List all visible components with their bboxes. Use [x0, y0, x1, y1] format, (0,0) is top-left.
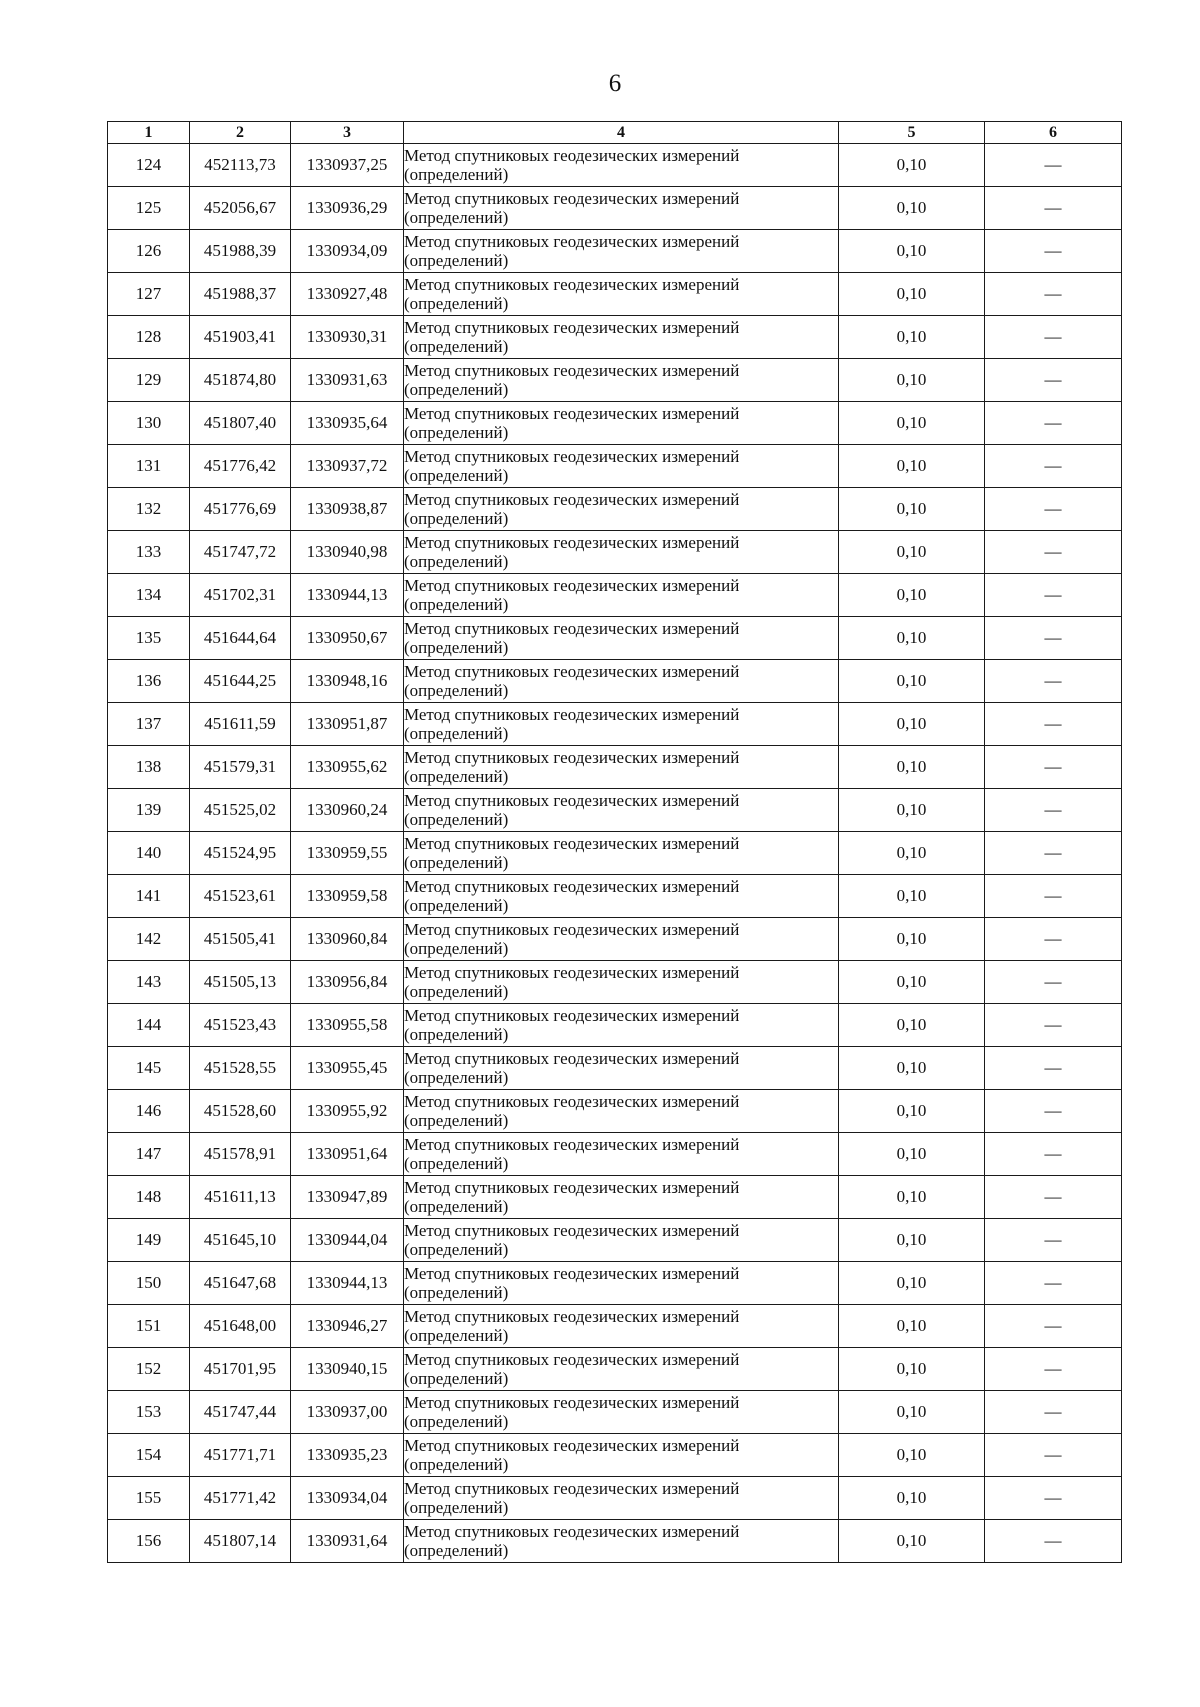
table-row: [108, 1477, 1122, 1520]
accuracy-cell: 0,10: [839, 316, 985, 359]
method-cell: Метод спутниковых геодезических измерений (определений): [404, 746, 839, 789]
method-cell: Метод спутниковых геодезических измерений (определений): [404, 1348, 839, 1391]
note-cell: —: [985, 187, 1122, 230]
point-number-cell: 141: [108, 875, 190, 918]
coordinate-x-cell: 451528,55: [190, 1047, 291, 1090]
note-cell: —: [985, 359, 1122, 402]
coordinate-x-cell: 451702,31: [190, 574, 291, 617]
point-number-cell: 139: [108, 789, 190, 832]
point-number-cell: 134: [108, 574, 190, 617]
header-col-3: 3: [291, 122, 404, 144]
method-cell: Метод спутниковых геодезических измерений (определений): [404, 1219, 839, 1262]
coordinate-x-cell: 451644,64: [190, 617, 291, 660]
method-cell: Метод спутниковых геодезических измерений (определений): [404, 660, 839, 703]
coordinate-x-cell: 452056,67: [190, 187, 291, 230]
coordinate-y-cell: 1330955,58: [291, 1004, 404, 1047]
coordinate-x-cell: 451505,41: [190, 918, 291, 961]
accuracy-cell: 0,10: [839, 273, 985, 316]
point-number-cell: 128: [108, 316, 190, 359]
point-number-cell: 154: [108, 1434, 190, 1477]
header-col-4: 4: [404, 122, 839, 144]
coordinate-y-cell: 1330931,64: [291, 1520, 404, 1563]
note-cell: —: [985, 1047, 1122, 1090]
note-cell: —: [985, 746, 1122, 789]
point-number-cell: 152: [108, 1348, 190, 1391]
accuracy-cell: 0,10: [839, 789, 985, 832]
coordinate-y-cell: 1330955,62: [291, 746, 404, 789]
note-cell: —: [985, 1477, 1122, 1520]
note-cell: —: [985, 789, 1122, 832]
note-cell: —: [985, 1133, 1122, 1176]
accuracy-cell: 0,10: [839, 1305, 985, 1348]
point-number-cell: 125: [108, 187, 190, 230]
method-cell: Метод спутниковых геодезических измерений (определений): [404, 617, 839, 660]
note-cell: —: [985, 316, 1122, 359]
coordinate-x-cell: 451771,42: [190, 1477, 291, 1520]
accuracy-cell: 0,10: [839, 1434, 985, 1477]
method-cell: Метод спутниковых геодезических измерений (определений): [404, 1305, 839, 1348]
coordinate-y-cell: 1330956,84: [291, 961, 404, 1004]
coordinate-x-cell: 451648,00: [190, 1305, 291, 1348]
coordinate-x-cell: 451807,40: [190, 402, 291, 445]
point-number-cell: 124: [108, 144, 190, 187]
coordinate-y-cell: 1330948,16: [291, 660, 404, 703]
coordinate-x-cell: 451874,80: [190, 359, 291, 402]
coordinate-y-cell: 1330950,67: [291, 617, 404, 660]
accuracy-cell: 0,10: [839, 1477, 985, 1520]
note-cell: —: [985, 617, 1122, 660]
point-number-cell: 146: [108, 1090, 190, 1133]
table-row: [108, 488, 1122, 531]
method-cell: Метод спутниковых геодезических измерений (определений): [404, 359, 839, 402]
accuracy-cell: 0,10: [839, 961, 985, 1004]
accuracy-cell: 0,10: [839, 1047, 985, 1090]
point-number-cell: 135: [108, 617, 190, 660]
coordinate-x-cell: 451505,13: [190, 961, 291, 1004]
accuracy-cell: 0,10: [839, 1004, 985, 1047]
accuracy-cell: 0,10: [839, 531, 985, 574]
point-number-cell: 140: [108, 832, 190, 875]
method-cell: Метод спутниковых геодезических измерений (определений): [404, 1090, 839, 1133]
table-row: [108, 1219, 1122, 1262]
header-col-6: 6: [985, 122, 1122, 144]
method-cell: Метод спутниковых геодезических измерений (определений): [404, 1434, 839, 1477]
coordinate-y-cell: 1330960,24: [291, 789, 404, 832]
point-number-cell: 149: [108, 1219, 190, 1262]
accuracy-cell: 0,10: [839, 1262, 985, 1305]
accuracy-cell: 0,10: [839, 445, 985, 488]
point-number-cell: 133: [108, 531, 190, 574]
coordinate-y-cell: 1330935,23: [291, 1434, 404, 1477]
accuracy-cell: 0,10: [839, 402, 985, 445]
coordinate-x-cell: 451525,02: [190, 789, 291, 832]
coordinate-y-cell: 1330930,31: [291, 316, 404, 359]
method-cell: Метод спутниковых геодезических измерений (определений): [404, 1477, 839, 1520]
accuracy-cell: 0,10: [839, 660, 985, 703]
coordinate-x-cell: 451747,72: [190, 531, 291, 574]
table-row: [108, 144, 1122, 187]
coordinate-x-cell: 451611,59: [190, 703, 291, 746]
method-cell: Метод спутниковых геодезических измерений (определений): [404, 230, 839, 273]
table-row: [108, 703, 1122, 746]
method-cell: Метод спутниковых геодезических измерений (определений): [404, 273, 839, 316]
note-cell: —: [985, 1262, 1122, 1305]
point-number-cell: 127: [108, 273, 190, 316]
method-cell: Метод спутниковых геодезических измерений (определений): [404, 789, 839, 832]
table-row: [108, 359, 1122, 402]
point-number-cell: 147: [108, 1133, 190, 1176]
page-number: 6: [608, 70, 622, 97]
coordinate-y-cell: 1330937,00: [291, 1391, 404, 1434]
coordinate-y-cell: 1330960,84: [291, 918, 404, 961]
table-row: [108, 1176, 1122, 1219]
point-number-cell: 153: [108, 1391, 190, 1434]
coordinate-y-cell: 1330951,64: [291, 1133, 404, 1176]
method-cell: Метод спутниковых геодезических измерений (определений): [404, 1176, 839, 1219]
point-number-cell: 151: [108, 1305, 190, 1348]
method-cell: Метод спутниковых геодезических измерений (определений): [404, 402, 839, 445]
method-cell: Метод спутниковых геодезических измерений (определений): [404, 1520, 839, 1563]
coordinate-x-cell: 451645,10: [190, 1219, 291, 1262]
note-cell: —: [985, 144, 1122, 187]
header-col-1: 1: [108, 122, 190, 144]
table-row: [108, 574, 1122, 617]
note-cell: —: [985, 918, 1122, 961]
method-cell: Метод спутниковых геодезических измерений (определений): [404, 1391, 839, 1434]
note-cell: —: [985, 1520, 1122, 1563]
method-cell: Метод спутниковых геодезических измерений (определений): [404, 703, 839, 746]
note-cell: —: [985, 531, 1122, 574]
table-row: [108, 832, 1122, 875]
coordinate-y-cell: 1330959,58: [291, 875, 404, 918]
point-number-cell: 136: [108, 660, 190, 703]
coordinate-x-cell: 451988,37: [190, 273, 291, 316]
coordinate-y-cell: 1330937,72: [291, 445, 404, 488]
note-cell: —: [985, 1348, 1122, 1391]
accuracy-cell: 0,10: [839, 230, 985, 273]
note-cell: —: [985, 1219, 1122, 1262]
accuracy-cell: 0,10: [839, 875, 985, 918]
note-cell: —: [985, 230, 1122, 273]
method-cell: Метод спутниковых геодезических измерений (определений): [404, 1133, 839, 1176]
note-cell: —: [985, 1176, 1122, 1219]
table-row: [108, 1262, 1122, 1305]
table-row: [108, 1305, 1122, 1348]
note-cell: —: [985, 1004, 1122, 1047]
method-cell: Метод спутниковых геодезических измерений (определений): [404, 144, 839, 187]
coordinate-x-cell: 451988,39: [190, 230, 291, 273]
coordinate-y-cell: 1330955,92: [291, 1090, 404, 1133]
method-cell: Метод спутниковых геодезических измерений (определений): [404, 1262, 839, 1305]
coordinate-x-cell: 451579,31: [190, 746, 291, 789]
method-cell: Метод спутниковых геодезических измерений (определений): [404, 875, 839, 918]
header-col-5: 5: [839, 122, 985, 144]
note-cell: —: [985, 488, 1122, 531]
coordinate-x-cell: 451528,60: [190, 1090, 291, 1133]
coordinate-x-cell: 451771,71: [190, 1434, 291, 1477]
coordinate-x-cell: 451611,13: [190, 1176, 291, 1219]
table-row: [108, 187, 1122, 230]
point-number-cell: 132: [108, 488, 190, 531]
point-number-cell: 129: [108, 359, 190, 402]
point-number-cell: 143: [108, 961, 190, 1004]
coordinate-x-cell: 451578,91: [190, 1133, 291, 1176]
coordinate-x-cell: 451644,25: [190, 660, 291, 703]
coordinate-x-cell: 451807,14: [190, 1520, 291, 1563]
table-row: [108, 660, 1122, 703]
coordinate-y-cell: 1330940,98: [291, 531, 404, 574]
table-row: [108, 316, 1122, 359]
point-number-cell: 156: [108, 1520, 190, 1563]
table-row: [108, 918, 1122, 961]
table-row: [108, 445, 1122, 488]
coordinate-y-cell: 1330944,13: [291, 574, 404, 617]
point-number-cell: 155: [108, 1477, 190, 1520]
method-cell: Метод спутниковых геодезических измерений (определений): [404, 1004, 839, 1047]
table-row: [108, 1348, 1122, 1391]
accuracy-cell: 0,10: [839, 1219, 985, 1262]
table-row: [108, 273, 1122, 316]
method-cell: Метод спутниковых геодезических измерений (определений): [404, 574, 839, 617]
table-row: [108, 1090, 1122, 1133]
coordinate-y-cell: 1330934,04: [291, 1477, 404, 1520]
coordinate-y-cell: 1330947,89: [291, 1176, 404, 1219]
header-row: [108, 122, 1122, 144]
note-cell: —: [985, 961, 1122, 1004]
point-number-cell: 137: [108, 703, 190, 746]
note-cell: —: [985, 445, 1122, 488]
accuracy-cell: 0,10: [839, 1391, 985, 1434]
note-cell: —: [985, 660, 1122, 703]
table-row: [108, 1434, 1122, 1477]
method-cell: Метод спутниковых геодезических измерений (определений): [404, 832, 839, 875]
accuracy-cell: 0,10: [839, 1133, 985, 1176]
accuracy-cell: 0,10: [839, 187, 985, 230]
point-number-cell: 126: [108, 230, 190, 273]
accuracy-cell: 0,10: [839, 1176, 985, 1219]
accuracy-cell: 0,10: [839, 617, 985, 660]
table-row: [108, 789, 1122, 832]
note-cell: —: [985, 574, 1122, 617]
coordinate-x-cell: 451776,69: [190, 488, 291, 531]
table-row: [108, 230, 1122, 273]
note-cell: —: [985, 402, 1122, 445]
coordinate-x-cell: 451524,95: [190, 832, 291, 875]
table-row: [108, 531, 1122, 574]
coordinate-y-cell: 1330940,15: [291, 1348, 404, 1391]
accuracy-cell: 0,10: [839, 1090, 985, 1133]
accuracy-cell: 0,10: [839, 359, 985, 402]
note-cell: —: [985, 1434, 1122, 1477]
table-row: [108, 1133, 1122, 1176]
coordinate-y-cell: 1330938,87: [291, 488, 404, 531]
point-number-cell: 130: [108, 402, 190, 445]
coordinate-y-cell: 1330927,48: [291, 273, 404, 316]
coordinate-y-cell: 1330959,55: [291, 832, 404, 875]
accuracy-cell: 0,10: [839, 1520, 985, 1563]
note-cell: —: [985, 875, 1122, 918]
accuracy-cell: 0,10: [839, 144, 985, 187]
coordinate-x-cell: 451701,95: [190, 1348, 291, 1391]
coordinate-x-cell: 451647,68: [190, 1262, 291, 1305]
table-header: [108, 122, 1122, 144]
point-number-cell: 142: [108, 918, 190, 961]
coordinate-y-cell: 1330935,64: [291, 402, 404, 445]
table-row: [108, 746, 1122, 789]
method-cell: Метод спутниковых геодезических измерений (определений): [404, 488, 839, 531]
table-row: [108, 402, 1122, 445]
note-cell: —: [985, 1305, 1122, 1348]
accuracy-cell: 0,10: [839, 918, 985, 961]
header-col-2: 2: [190, 122, 291, 144]
table-row: [108, 875, 1122, 918]
coordinate-x-cell: 451523,61: [190, 875, 291, 918]
coordinate-y-cell: 1330937,25: [291, 144, 404, 187]
note-cell: —: [985, 703, 1122, 746]
coordinate-x-cell: 451747,44: [190, 1391, 291, 1434]
accuracy-cell: 0,10: [839, 746, 985, 789]
note-cell: —: [985, 273, 1122, 316]
point-number-cell: 148: [108, 1176, 190, 1219]
point-number-cell: 138: [108, 746, 190, 789]
table-row: [108, 1047, 1122, 1090]
coordinate-y-cell: 1330944,04: [291, 1219, 404, 1262]
accuracy-cell: 0,10: [839, 1348, 985, 1391]
table-row: [108, 1391, 1122, 1434]
point-number-cell: 150: [108, 1262, 190, 1305]
table-row: [108, 1004, 1122, 1047]
coordinate-x-cell: 451776,42: [190, 445, 291, 488]
coordinate-y-cell: 1330936,29: [291, 187, 404, 230]
table-row: [108, 1520, 1122, 1563]
coordinate-x-cell: 452113,73: [190, 144, 291, 187]
accuracy-cell: 0,10: [839, 488, 985, 531]
method-cell: Метод спутниковых геодезических измерений (определений): [404, 918, 839, 961]
method-cell: Метод спутниковых геодезических измерений (определений): [404, 961, 839, 1004]
coordinate-y-cell: 1330955,45: [291, 1047, 404, 1090]
accuracy-cell: 0,10: [839, 574, 985, 617]
coordinates-table: [107, 121, 1122, 1563]
point-number-cell: 144: [108, 1004, 190, 1047]
method-cell: Метод спутниковых геодезических измерений (определений): [404, 316, 839, 359]
method-cell: Метод спутниковых геодезических измерений (определений): [404, 1047, 839, 1090]
coordinate-x-cell: 451903,41: [190, 316, 291, 359]
coordinate-y-cell: 1330934,09: [291, 230, 404, 273]
note-cell: —: [985, 832, 1122, 875]
accuracy-cell: 0,10: [839, 832, 985, 875]
coordinate-x-cell: 451523,43: [190, 1004, 291, 1047]
note-cell: —: [985, 1090, 1122, 1133]
coordinate-y-cell: 1330931,63: [291, 359, 404, 402]
method-cell: Метод спутниковых геодезических измерений (определений): [404, 445, 839, 488]
table-row: [108, 961, 1122, 1004]
coordinate-y-cell: 1330944,13: [291, 1262, 404, 1305]
point-number-cell: 145: [108, 1047, 190, 1090]
note-cell: —: [985, 1391, 1122, 1434]
method-cell: Метод спутниковых геодезических измерений (определений): [404, 531, 839, 574]
method-cell: Метод спутниковых геодезических измерений (определений): [404, 187, 839, 230]
accuracy-cell: 0,10: [839, 703, 985, 746]
coordinate-y-cell: 1330951,87: [291, 703, 404, 746]
table-body: [108, 144, 1122, 1563]
coordinate-y-cell: 1330946,27: [291, 1305, 404, 1348]
point-number-cell: 131: [108, 445, 190, 488]
table-row: [108, 617, 1122, 660]
